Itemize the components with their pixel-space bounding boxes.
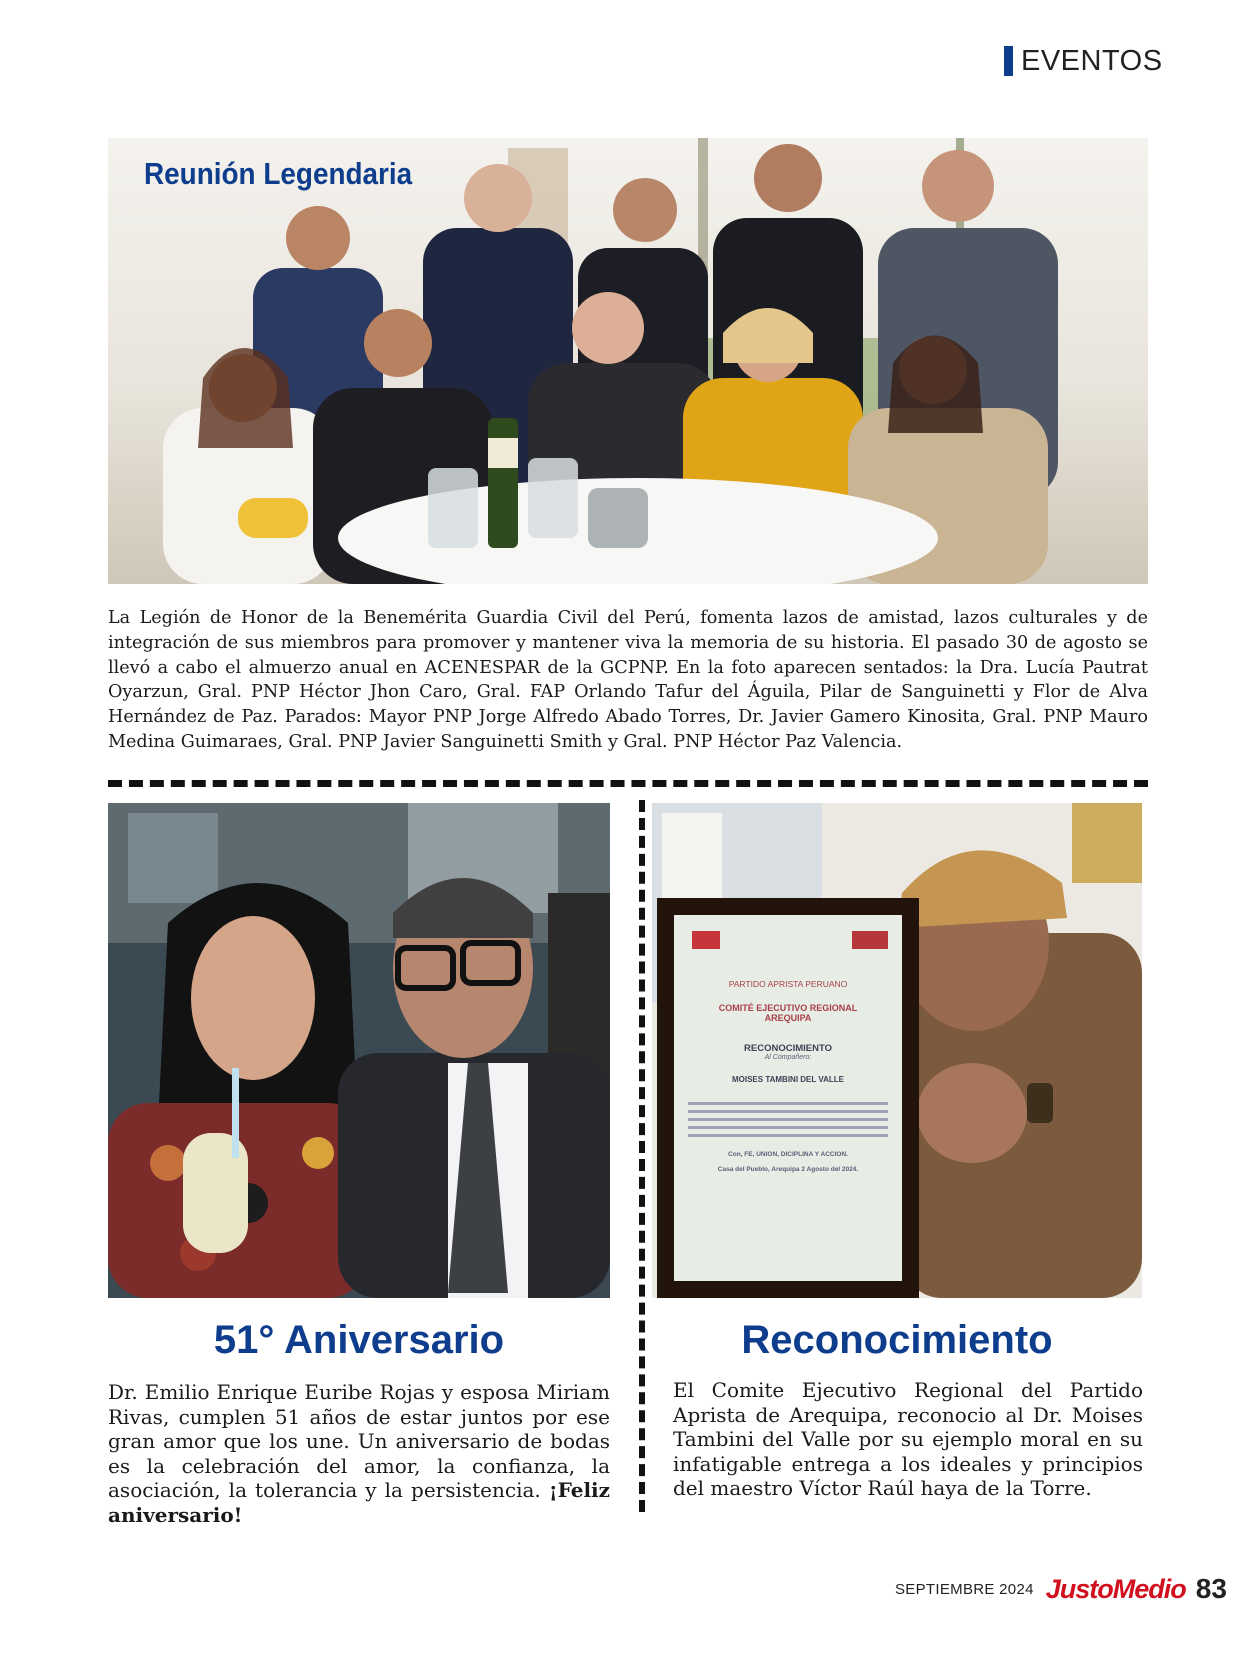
couple-photo-art <box>108 803 610 1298</box>
issue-date: SEPTIEMBRE 2024 <box>895 1580 1034 1598</box>
vertical-divider <box>639 800 645 1512</box>
section-marker <box>1004 46 1013 76</box>
group-photo <box>108 138 1148 584</box>
story2-title: 51° Aniversario <box>213 1318 505 1362</box>
story1-body: La Legión de Honor de la Benemérita Guardia Civil del Perú, fomenta lazos de amistad, lazos culturales y de integración de sus miembros para promover y mantener viva la memoria de su historia. El pasado 30 de agosto se llevó a cabo el almuerzo anual en ACENESPAR de la GCPNP. En la foto aparecen sentados: la Dra. Lucía Pautrat Oyarzun, Gral. PNP Héctor Jhon Caro, Gral. FAP Orlando Tafur del Águila, Pilar de Sanguinetti y Flor de Alva Hernández de Paz. Parados: Mayor PNP Jorge Alfredo Abado Torres, Dr. Javier Gamero Kinosita, Gral. PNP Mauro Medina Guimaraes, Gral. PNP Javier Sanguinetti Smith y Gral. PNP Héctor Paz Valencia. <box>108 608 1148 752</box>
certificate-name: MOISES TAMBINI DEL VALLE <box>731 1075 844 1084</box>
certificate-lines <box>688 1102 888 1137</box>
certificate-to: Al Compañero: <box>764 1054 812 1061</box>
certificate <box>674 943 902 1273</box>
certificate-committee-1: COMITÉ EJECUTIVO REGIONAL <box>718 1003 858 1013</box>
certificate-place-date: Casa del Pueblo, Arequipa 2 Agosto del 2024. <box>717 1166 859 1173</box>
section-tag <box>1004 46 1163 76</box>
certificate-party: PARTIDO APRISTA PERUANO <box>728 979 848 989</box>
story2-body <box>108 1380 610 1528</box>
section-label: EVENTOS <box>1021 44 1163 77</box>
couple-photo <box>108 803 610 1298</box>
story3-title: Reconocimiento <box>741 1318 1053 1362</box>
certificate-motto: Con, FE, UNION, DICIPLINA Y ACCION. <box>728 1151 848 1158</box>
horizontal-divider <box>108 780 1148 787</box>
group-photo-art <box>108 138 1148 584</box>
page-number: 83 <box>1195 1573 1227 1604</box>
story3-body: El Comite Ejecutivo Regional del Partido Aprista de Arequipa, reconocio al Dr. Moises Tambini del Valle por su ejemplo moral en su infatigable entrega a los ideales y principios del maestro Víctor Raúl haya de la Torre. <box>673 1378 1143 1501</box>
magazine-logo: JustoMedio <box>1045 1573 1186 1604</box>
photo-heading: Reunión Legendaria <box>144 156 413 191</box>
certificate-type: RECONOCIMIENTO <box>744 1043 832 1054</box>
story2-text: Dr. Emilio Enrique Euribe Rojas y esposa Miriam Rivas, cumplen 51 años de estar juntos por ese gran amor que los une. Un aniversario de bodas es la celebración del amor, la confianza, la asociación, la tolerancia y la persistencia. <box>108 1380 610 1503</box>
story2-closing: ¡Feliz aniversario! <box>108 1478 610 1527</box>
award-photo <box>652 803 1142 1298</box>
page-footer <box>895 1572 1227 1606</box>
certificate-committee-2: AREQUIPA <box>764 1013 812 1023</box>
